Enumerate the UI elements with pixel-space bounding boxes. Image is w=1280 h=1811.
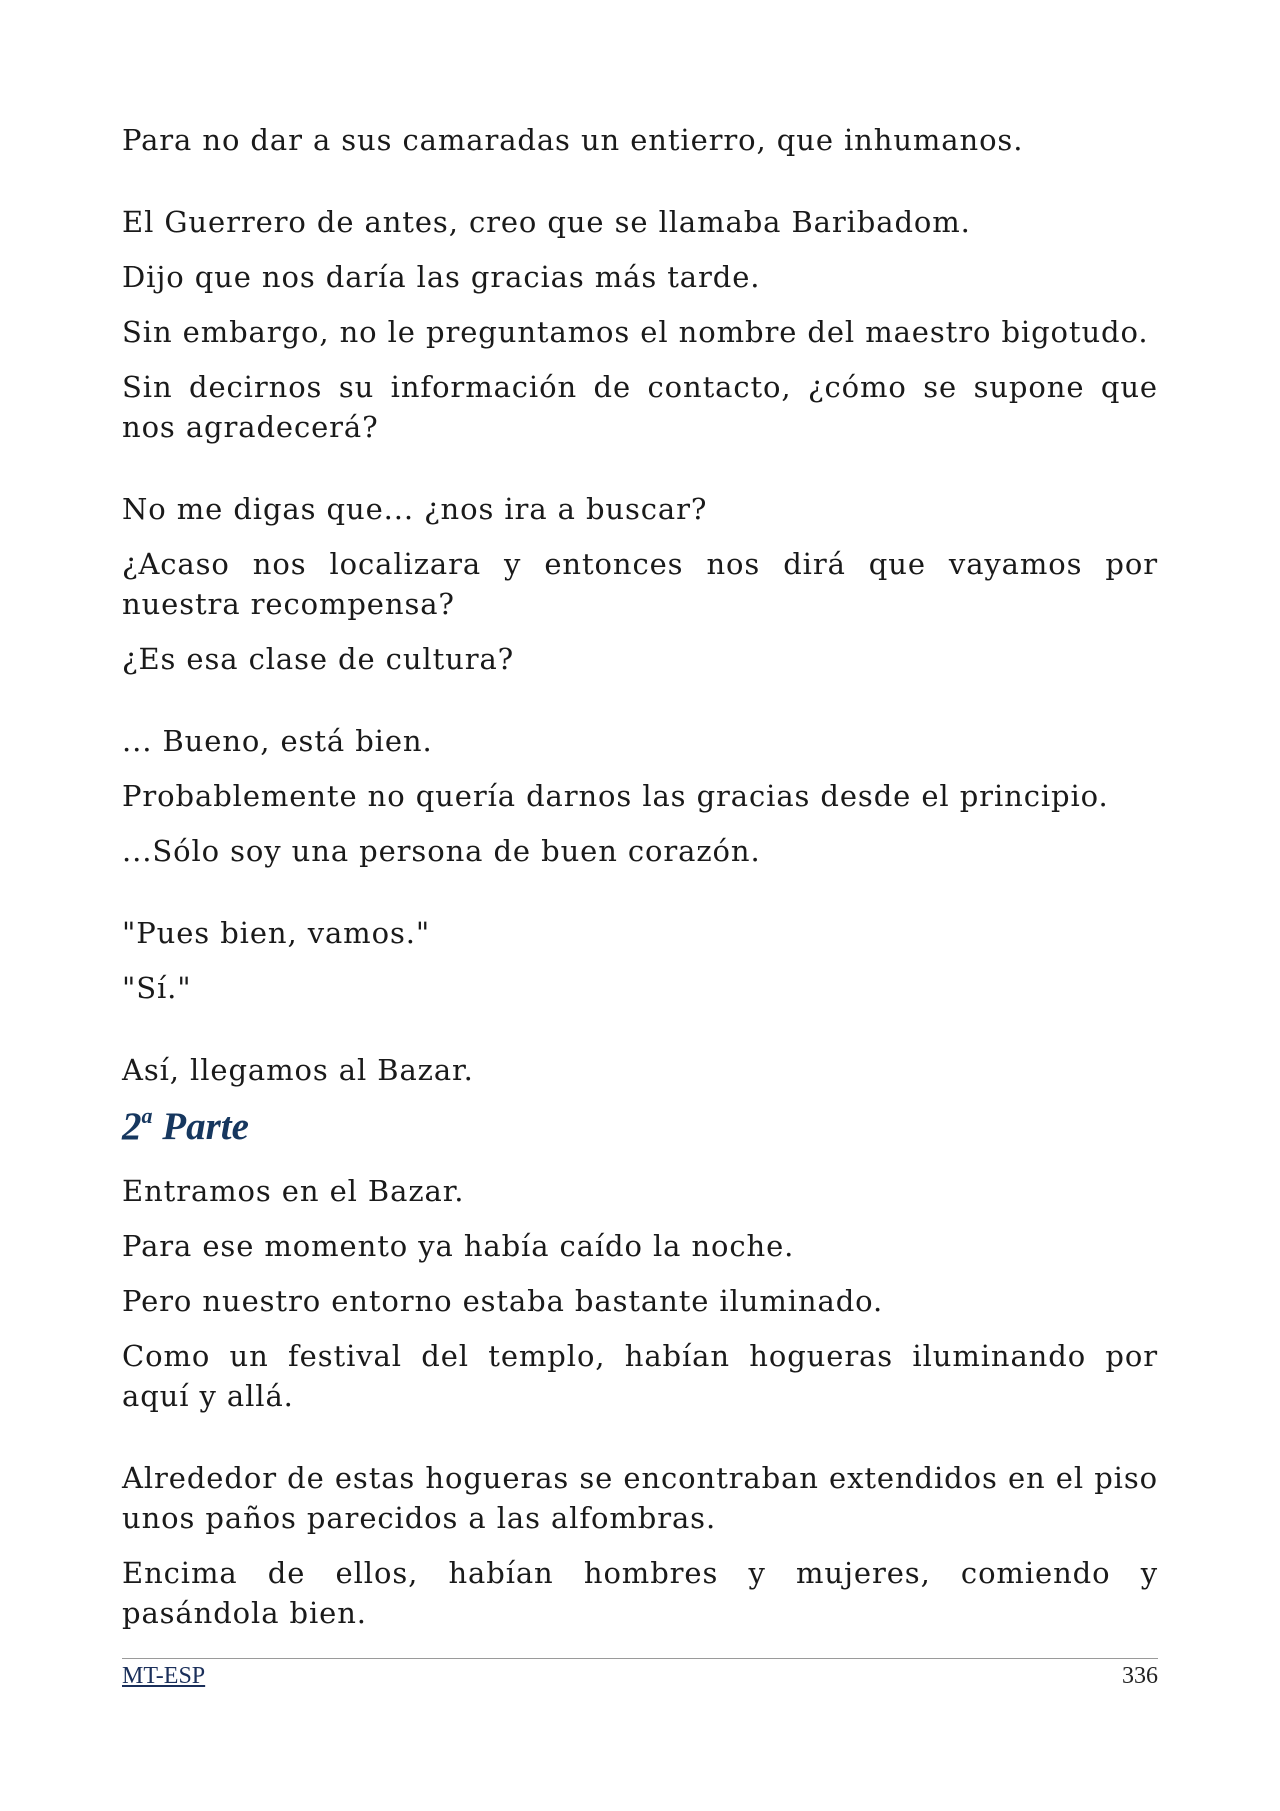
paragraph-gap	[122, 462, 1158, 489]
paragraph: ... Bueno, está bien.	[122, 724, 433, 758]
paragraph: Para ese momento ya había caído la noche.	[122, 1229, 795, 1263]
paragraph: "Sí."	[122, 971, 192, 1005]
section-heading	[122, 1105, 1158, 1149]
paragraph: Sin decirnos su información de contacto, ¿cómo se supone que nos agradecerá?	[122, 370, 1158, 444]
paragraph: Entramos en el Bazar.	[122, 1174, 465, 1208]
paragraph: ¿Acaso nos localizara y entonces nos dirá que vayamos por nuestra recompensa?	[122, 547, 1158, 621]
paragraph: ...Sólo soy una persona de buen corazón.	[122, 834, 761, 868]
paragraph: "Pues bien, vamos."	[122, 916, 431, 950]
paragraph: ¿Es esa clase de cultura?	[122, 642, 515, 676]
paragraph: Probablemente no quería darnos las gracias desde el principio.	[122, 779, 1109, 813]
page-content	[122, 120, 1158, 1648]
paragraph-gap	[122, 1431, 1158, 1458]
paragraph: Alrededor de estas hogueras se encontraban extendidos en el piso unos paños parecidos a las alfombras.	[122, 1461, 1158, 1535]
paragraph: Para no dar a sus camaradas un entierro, que inhumanos.	[122, 123, 1024, 157]
paragraph-gap	[122, 1023, 1158, 1050]
footer-source-link[interactable]: MT-ESP	[122, 1663, 206, 1689]
paragraph: Sin embargo, no le preguntamos el nombre del maestro bigotudo.	[122, 315, 1149, 349]
paragraph: Pero nuestro entorno estaba bastante iluminado.	[122, 1284, 884, 1318]
paragraph: El Guerrero de antes, creo que se llamaba Baribadom.	[122, 205, 971, 239]
paragraph: Dijo que nos daría las gracias más tarde.	[122, 260, 761, 294]
paragraph: Como un festival del templo, habían hogueras iluminando por aquí y allá.	[122, 1339, 1158, 1413]
section-number: 2	[122, 1105, 142, 1148]
section-title: Parte	[162, 1105, 249, 1148]
page-footer	[122, 1658, 1158, 1689]
section-ordinal: a	[141, 1103, 153, 1128]
paragraph-gap	[122, 175, 1158, 202]
paragraph: Así, llegamos al Bazar.	[122, 1053, 474, 1087]
paragraph: No me digas que... ¿nos ira a buscar?	[122, 492, 708, 526]
paragraph: Encima de ellos, habían hombres y mujeres, comiendo y pasándola bien.	[122, 1556, 1158, 1630]
page-number: 336	[1122, 1663, 1158, 1689]
paragraph-gap	[122, 694, 1158, 721]
paragraph-gap	[122, 886, 1158, 913]
